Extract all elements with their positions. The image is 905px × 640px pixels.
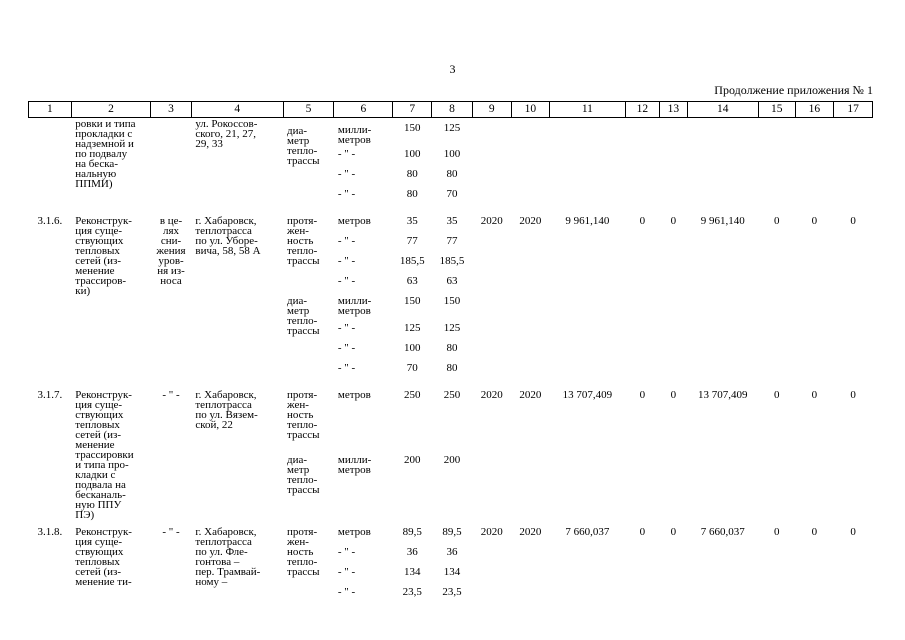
value-col7-text: 250 (404, 388, 421, 401)
value-col7-text: 150 (404, 122, 421, 134)
total-cost (550, 216, 625, 383)
table-row (29, 390, 873, 455)
unit-cell-text: - " - (337, 254, 356, 267)
value-col12-text: 0 (639, 214, 646, 227)
object-address-text: г. Хабаровск, теплотрасса по ул. Фле- гонтова – пер. Трамвай- ному – (195, 525, 261, 588)
value-col15 (758, 527, 795, 607)
unit-cell (334, 455, 393, 520)
value-col8 (432, 256, 473, 276)
object-name-text: Реконструк- ция суще- ствующих тепловых сетей (из- менение трассировки и типа про- кладки с подвала на бесканаль- ную ППУ ПЭ) (75, 388, 134, 521)
parameter-name-text: протя- жен- ность тепло- трассы (287, 525, 320, 578)
value-col7-text: 63 (406, 274, 418, 287)
value-col7-text: 100 (404, 341, 421, 354)
unit-cell (334, 587, 393, 607)
column-number: 10 (511, 102, 550, 118)
value-col17-text: 0 (850, 388, 856, 401)
value-col8-text: 125 (443, 122, 461, 134)
object-address-text: г. Хабаровск, теплотрасса по ул. Убоpе- вича, 58, 58 А (195, 214, 261, 257)
value-col8-text: 80 (446, 361, 458, 374)
parameter-name-text: диа- метр тепло- трассы (287, 294, 320, 337)
value-col7-text: 80 (406, 187, 418, 200)
value-col8-text: 250 (443, 388, 461, 401)
value-col8 (432, 169, 473, 189)
value-col17 (834, 527, 873, 607)
object-name (71, 527, 150, 607)
cost-col14 (687, 216, 758, 383)
value-col7 (393, 587, 432, 607)
value-col13-text: 0 (670, 214, 677, 227)
value-col7-text: 23,5 (402, 585, 422, 598)
object-address (191, 118, 283, 209)
object-name (71, 118, 150, 209)
value-col8 (432, 149, 473, 169)
object-name-text: Реконструк- ция суще- ствующих тепловых сетей (из- менение ти- (75, 525, 132, 588)
object-address-text: ул. Рокоссов- ского, 21, 27, 29, 33 (195, 118, 258, 150)
end-year (511, 390, 550, 520)
start-year-text: 2020 (480, 214, 503, 227)
value-col7 (393, 256, 432, 276)
value-col15-text: 0 (773, 388, 780, 401)
value-col7-text: 185,5 (399, 254, 425, 267)
value-col8 (432, 236, 473, 256)
unit-cell (334, 118, 393, 149)
cost-col14-text: 9 961,140 (700, 214, 745, 227)
parameter-name (283, 455, 334, 520)
value-col8 (432, 567, 473, 587)
column-number: 17 (834, 102, 873, 118)
unit-cell-text: метров (337, 525, 371, 538)
value-col8 (432, 343, 473, 363)
purpose (151, 216, 192, 383)
unit-cell (334, 547, 393, 567)
cost-col14 (687, 527, 758, 607)
parameter-name (283, 296, 334, 383)
value-col8-text: 89,5 (442, 525, 462, 538)
unit-cell-text: - " - (337, 361, 356, 374)
value-col7 (393, 527, 432, 547)
total-cost (550, 390, 625, 520)
value-col12-text: 0 (639, 388, 646, 401)
value-col7-text: 35 (406, 214, 418, 227)
value-col13-text: 0 (670, 525, 677, 538)
value-col7 (393, 455, 432, 520)
row-number-text: 3.1.6. (37, 214, 63, 227)
end-year (511, 527, 550, 607)
table-body (29, 102, 873, 607)
unit-cell (334, 276, 393, 296)
value-col17-text: 0 (850, 525, 856, 538)
column-number: 2 (71, 102, 150, 118)
column-number: 3 (151, 102, 192, 118)
row-number (29, 118, 72, 209)
value-col7-text: 134 (404, 565, 421, 578)
column-number: 9 (472, 102, 511, 118)
start-year-text: 2020 (480, 388, 503, 401)
value-col8-text: 100 (443, 147, 461, 160)
object-name-text: Реконструк- ция суще- ствующих тепловых сетей (из- менение трассиров- ки) (75, 214, 132, 297)
empty-cell (660, 118, 687, 209)
value-col8 (432, 363, 473, 383)
unit-cell-text: метров (337, 388, 371, 401)
value-col8-text: 150 (443, 294, 461, 307)
table-row (29, 527, 873, 547)
start-year (472, 216, 511, 383)
value-col15-text: 0 (773, 525, 780, 538)
column-number: 5 (283, 102, 334, 118)
value-col15-text: 0 (773, 214, 780, 227)
value-col7 (393, 343, 432, 363)
total-cost-text: 9 961,140 (565, 214, 610, 227)
empty-cell (625, 118, 660, 209)
object-name-text: ровки и типа прокладки с надземной и по подвалу на беска- нальную ППМИ) (75, 118, 136, 190)
object-address (191, 390, 283, 520)
column-number: 1 (29, 102, 72, 118)
unit-cell (334, 363, 393, 383)
value-col17 (834, 216, 873, 383)
value-col8 (432, 455, 473, 520)
value-col7 (393, 567, 432, 587)
start-year-text: 2020 (480, 525, 503, 538)
value-col7 (393, 276, 432, 296)
object-address-text: г. Хабаровск, теплотрасса по ул. Вязем- ской, 22 (195, 388, 258, 431)
row-number (29, 390, 72, 520)
value-col12-text: 0 (639, 525, 646, 538)
value-col7-text: 70 (406, 361, 418, 374)
value-col7-text: 125 (404, 321, 421, 334)
table-row (29, 216, 873, 236)
unit-cell (334, 216, 393, 236)
value-col7 (393, 189, 432, 209)
value-col8 (432, 527, 473, 547)
value-col12 (625, 216, 660, 383)
value-col8-text: 80 (446, 341, 458, 354)
page-number: 3 (449, 62, 456, 76)
value-col12 (625, 390, 660, 520)
end-year-text: 2020 (519, 214, 542, 227)
end-year-text: 2020 (519, 388, 542, 401)
unit-cell-text: - " - (337, 545, 356, 558)
object-name (71, 390, 150, 520)
value-col7 (393, 547, 432, 567)
value-col7-text: 77 (406, 234, 418, 247)
purpose (151, 527, 192, 607)
unit-cell (334, 343, 393, 363)
value-col7-text: 150 (404, 294, 421, 307)
value-col8-text: 35 (446, 214, 458, 227)
unit-cell (334, 169, 393, 189)
purpose-text: в це- лях сни- жения уров- ня из- носа (156, 214, 186, 287)
end-year-text: 2020 (519, 525, 542, 538)
row-number-text: 3.1.7. (37, 388, 63, 401)
unit-cell-text: - " - (337, 274, 356, 287)
value-col7-text: 200 (404, 453, 421, 466)
unit-cell-text: метров (337, 214, 371, 227)
value-col15 (758, 216, 795, 383)
row-number (29, 527, 72, 607)
value-col7-text: 80 (406, 167, 418, 180)
value-col8-text: 36 (446, 545, 458, 558)
value-col8-text: 63 (446, 274, 458, 287)
value-col16-text: 0 (811, 214, 818, 227)
value-col8-text: 200 (443, 453, 461, 466)
column-numbers-row (29, 102, 873, 118)
unit-cell (334, 527, 393, 547)
empty-cell (834, 118, 873, 209)
unit-cell-text: - " - (337, 147, 356, 160)
value-col8 (432, 323, 473, 343)
empty-cell (550, 118, 625, 209)
table-row (29, 118, 873, 149)
unit-cell (334, 390, 393, 455)
start-year (472, 390, 511, 520)
purpose-text: - " - (162, 525, 180, 538)
column-number: 15 (758, 102, 795, 118)
unit-cell-text: милли- метров (337, 294, 372, 317)
value-col8 (432, 216, 473, 236)
unit-cell (334, 189, 393, 209)
value-col8-text: 80 (446, 167, 458, 180)
column-number: 14 (687, 102, 758, 118)
unit-cell-text: - " - (337, 585, 356, 598)
value-col7 (393, 236, 432, 256)
unit-cell-text: - " - (337, 565, 356, 578)
column-number: 11 (550, 102, 625, 118)
total-cost (550, 527, 625, 607)
column-number: 4 (191, 102, 283, 118)
column-number: 8 (432, 102, 473, 118)
purpose-text: - " - (162, 388, 180, 401)
row-number (29, 216, 72, 383)
empty-cell (511, 118, 550, 209)
object-name (71, 216, 150, 383)
unit-cell-text: - " - (337, 187, 356, 200)
parameter-name-text: диа- метр тепло- трассы (287, 125, 320, 167)
value-col7-text: 36 (406, 545, 418, 558)
value-col7 (393, 118, 432, 149)
unit-cell (334, 567, 393, 587)
value-col7 (393, 296, 432, 323)
value-col16-text: 0 (811, 525, 818, 538)
value-col8-text: 125 (443, 321, 461, 334)
parameter-name-text: диа- метр тепло- трассы (287, 453, 320, 496)
value-col8 (432, 390, 473, 455)
unit-cell (334, 149, 393, 169)
row-number-text: 3.1.8. (37, 525, 63, 538)
value-col12 (625, 527, 660, 607)
value-col8 (432, 189, 473, 209)
value-col8-text: 23,5 (442, 585, 462, 598)
unit-cell-text: милли- метров (337, 453, 372, 476)
empty-cell (687, 118, 758, 209)
value-col7 (393, 216, 432, 236)
unit-cell-text: - " - (337, 234, 356, 247)
value-col7 (393, 169, 432, 189)
purpose (151, 390, 192, 520)
parameter-name (283, 216, 334, 296)
cost-col14 (687, 390, 758, 520)
value-col8 (432, 547, 473, 567)
value-col13 (660, 527, 687, 607)
parameter-name (283, 390, 334, 455)
object-address (191, 527, 283, 607)
continuation-label: Продолжение приложения № 1 (714, 83, 873, 97)
total-cost-text: 7 660,037 (565, 525, 610, 538)
value-col7-text: 89,5 (402, 525, 422, 538)
value-col13 (660, 390, 687, 520)
value-col13-text: 0 (670, 388, 677, 401)
value-col17-text: 0 (850, 214, 856, 227)
parameter-name-text: протя- жен- ность тепло- трассы (287, 214, 320, 267)
investment-table (28, 101, 873, 607)
value-col7 (393, 390, 432, 455)
column-number: 16 (795, 102, 834, 118)
unit-cell (334, 296, 393, 323)
unit-cell (334, 236, 393, 256)
unit-cell-text: милли- метров (337, 124, 372, 146)
start-year (472, 527, 511, 607)
unit-cell-text: - " - (337, 321, 356, 334)
value-col17 (834, 390, 873, 520)
value-col13 (660, 216, 687, 383)
value-col8 (432, 296, 473, 323)
parameter-name-text: протя- жен- ность тепло- трассы (287, 388, 320, 441)
cost-col14-text: 7 660,037 (700, 525, 745, 538)
cost-col14-text: 13 707,409 (698, 388, 748, 401)
value-col16 (795, 527, 834, 607)
value-col8 (432, 587, 473, 607)
purpose (151, 118, 192, 209)
parameter-name (283, 527, 334, 607)
object-address (191, 216, 283, 383)
value-col8-text: 185,5 (439, 254, 465, 267)
value-col7 (393, 363, 432, 383)
unit-cell (334, 323, 393, 343)
value-col8 (432, 276, 473, 296)
value-col16-text: 0 (811, 388, 818, 401)
value-col8-text: 134 (443, 565, 461, 578)
value-col16 (795, 390, 834, 520)
value-col8-text: 77 (446, 234, 458, 247)
value-col7-text: 100 (404, 147, 421, 160)
value-col7 (393, 323, 432, 343)
parameter-name (283, 118, 334, 209)
column-number: 6 (334, 102, 393, 118)
empty-cell (472, 118, 511, 209)
value-col8-text: 70 (446, 187, 458, 200)
unit-cell-text: - " - (337, 167, 356, 180)
value-col7 (393, 149, 432, 169)
empty-cell (758, 118, 795, 209)
unit-cell (334, 256, 393, 276)
empty-cell (795, 118, 834, 209)
column-number: 13 (660, 102, 687, 118)
value-col15 (758, 390, 795, 520)
column-number: 12 (625, 102, 660, 118)
total-cost-text: 13 707,409 (562, 388, 613, 401)
value-col16 (795, 216, 834, 383)
value-col8 (432, 118, 473, 149)
end-year (511, 216, 550, 383)
column-number: 7 (393, 102, 432, 118)
unit-cell-text: - " - (337, 341, 356, 354)
